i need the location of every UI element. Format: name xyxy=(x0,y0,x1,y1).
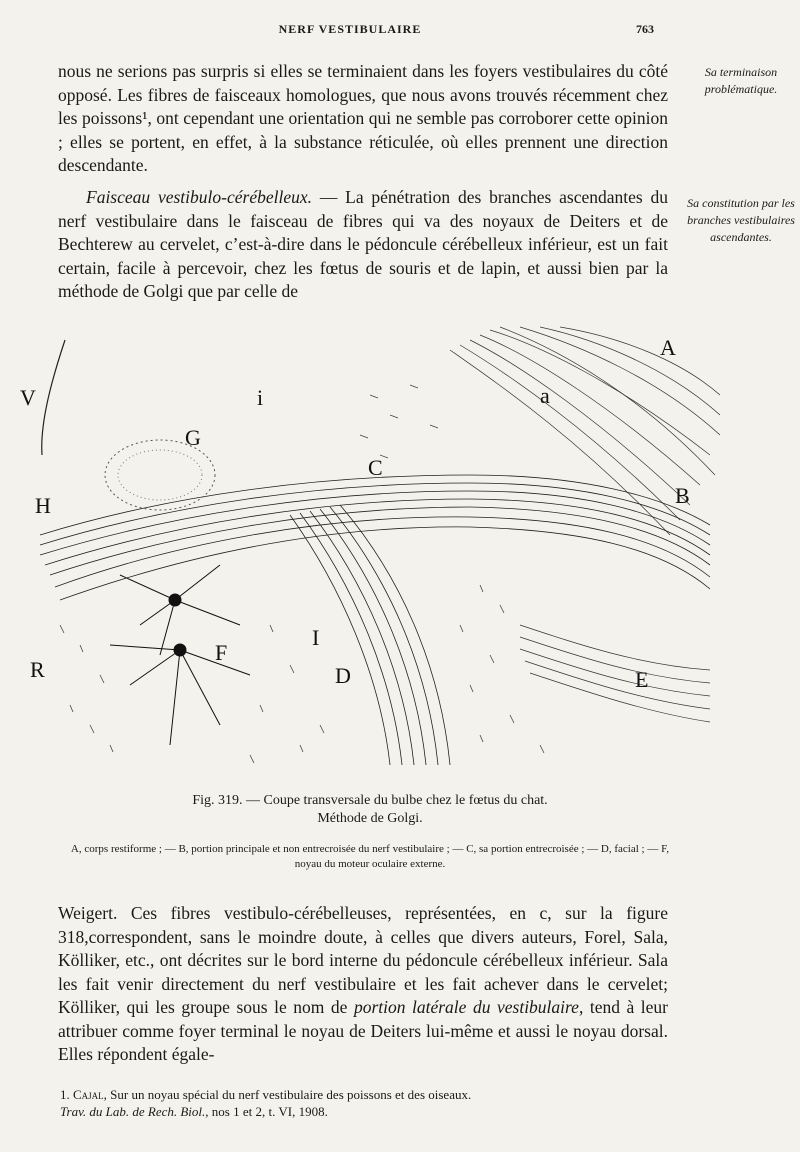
figure-label-i: I xyxy=(312,625,320,650)
figure-label-v: V xyxy=(20,385,36,410)
figure-label-c: C xyxy=(368,455,383,480)
figure-label-b: B xyxy=(675,483,690,508)
figure-label-r: R xyxy=(30,657,45,682)
footnote-author: 1. Cajal, xyxy=(60,1087,107,1102)
figure-legend: A, corps restiforme ; — B, portion principale et non entrecroisée du nerf vestibulaire ; — C, sa portion entrecroisée ; — D, facial ; — F, noyau du moteur oculaire externe. xyxy=(70,843,670,870)
figure-label-g: G xyxy=(185,425,201,450)
figure-label-i-small: i xyxy=(257,385,264,410)
page-number: 763 xyxy=(636,22,654,36)
margin-note-2: Sa constitution par les branches vestibulaires ascendantes. xyxy=(687,196,795,244)
section-heading: Faisceau vestibulo-cérébelleux. xyxy=(86,187,312,207)
caption-line-1: Fig. 319. — Coupe transversale du bulbe chez le fœtus du chat. xyxy=(192,793,548,808)
footnote-text: Sur un noyau spécial du nerf vestibulaire des poissons et des oiseaux. xyxy=(106,1087,472,1102)
footnote xyxy=(60,1086,680,1120)
footnote-journal: Trav. du Lab. de Rech. Biol., xyxy=(60,1104,209,1119)
paragraph-3-text xyxy=(58,902,668,1067)
paragraph-3-part-b: , tend à leur attribuer comme foyer terminal le noyau de Deiters lui-même et aussi le noyau dorsal. Elles répondent égale- xyxy=(58,997,669,1064)
paragraph-3 xyxy=(58,902,668,1067)
figure-label-h: H xyxy=(35,493,51,518)
figure-illustration xyxy=(20,325,720,775)
figure-label-d: D xyxy=(335,663,351,688)
figure-caption xyxy=(80,792,660,828)
margin-note-1: Sa terminaison problématique. xyxy=(704,65,778,96)
paragraph-1 xyxy=(58,60,668,178)
paragraph-1-text: nous ne serions pas surpris si elles se terminaient dans les foyers vestibulaires du côté opposé. Les fibres de faisceaux homologues, que nous avons trouvés récemment chez les poissons¹, ont cependant une orientation qui ne semble pas corroborer cette opinion ; elles se portent, en effet, à la substance réticulée, où elles prennent une direction descendante. xyxy=(58,61,668,175)
paragraph-3-part-a: Weigert. Ces fibres vestibulo-cérébelleuses, représentées, en c, sur la figure 318,correspondent, sans le moindre doute, à celles que divers auteurs, Forel, Sala, Kölliker, etc., ont décrites sur le bord interne du pédoncule cérébelleux inférieur. Sala les fait venir directement du nerf vestibulaire et les fait achever dans le cervelet; Kölliker, qui les groupe sous le nom de xyxy=(58,903,668,1017)
figure-label-e: E xyxy=(635,667,649,692)
figure-label-a-small: a xyxy=(540,383,550,408)
figure-label-a: A xyxy=(660,335,676,360)
paragraph-2 xyxy=(58,186,668,304)
figure-319 xyxy=(20,325,720,775)
page-header xyxy=(0,22,800,42)
footnote-rest: nos 1 et 2, t. VI, 1908. xyxy=(208,1104,328,1119)
paragraph-2-text xyxy=(58,186,668,304)
figure-background xyxy=(20,325,720,775)
paragraph-3-emphasis: portion latérale du vestibulaire xyxy=(353,997,579,1017)
caption-line-2: Méthode de Golgi. xyxy=(317,811,423,826)
running-title: NERF VESTIBULAIRE xyxy=(278,22,422,36)
paragraph-2-body: — La pénétration des branches ascendantes du nerf vestibulaire dans le faisceau de fibres qui va des noyaux de Deiters et de Bechterew au cervelet, c’est-à-dire dans le pédoncule cérébelleux inférieur, est un fait certain, facile à percevoir, chez les fœtus de souris et de lapin, et aussi bien par la méthode de Golgi que par celle de xyxy=(58,187,669,301)
figure-label-f: F xyxy=(215,640,228,665)
